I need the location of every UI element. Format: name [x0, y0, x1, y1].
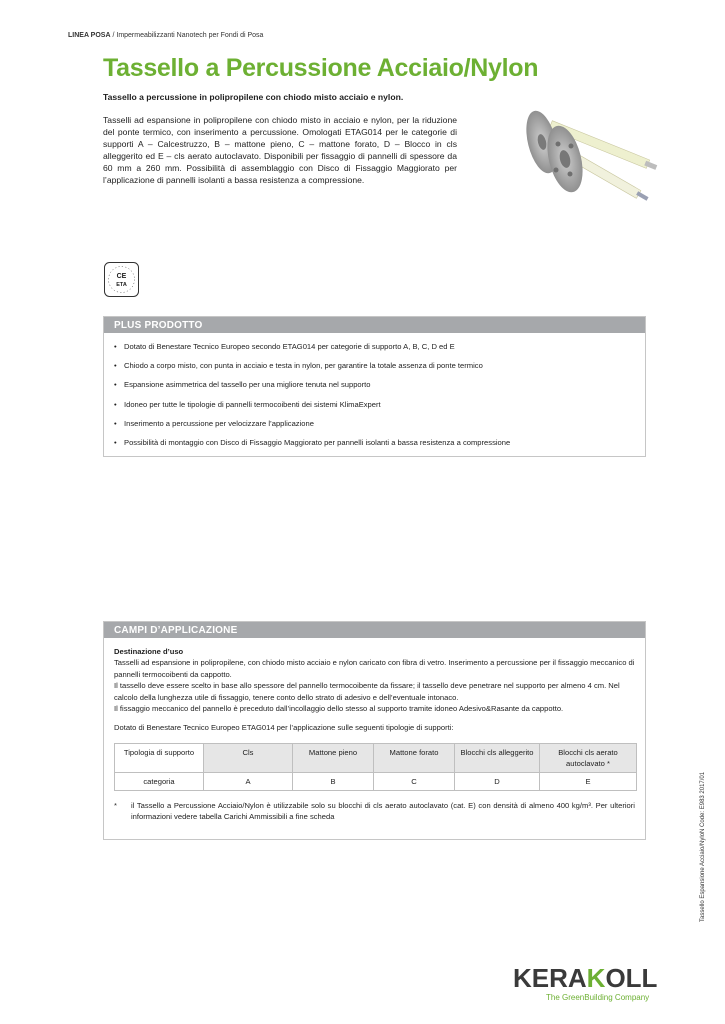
plus-item: • Chiodo a corpo misto, con punta in acciaio e testa in nylon, per garantire la totale assenza di ponte termico [114, 361, 645, 371]
table-header-cell: Tipologia di supporto [115, 743, 204, 772]
table-header-cell: Blocchi cls aerato autoclavato * [540, 743, 637, 772]
campi-paragraph-2: Il tassello deve essere scelto in base allo spessore del pannello termocoibente da fissare; il tassello deve penetrare nel supporto per almeno 4 cm. Nel calcolo della lunghezza utile di fissaggio, tenere conto dello strato di adesivo e dell’eventuale intonaco. [114, 681, 620, 702]
plus-item: • Inserimento a percussione per velocizzare l’applicazione [114, 419, 645, 429]
campi-applicazione-heading: CAMPI D’APPLICAZIONE [104, 622, 645, 638]
breadcrumb-category: Impermeabilizzanti Nanotech per Fondi di Posa [116, 32, 264, 39]
table-cell: C [374, 772, 455, 790]
table-header-cell: Mattone forato [374, 743, 455, 772]
footnote [114, 800, 635, 823]
table-cell: D [455, 772, 540, 790]
plus-item: • Possibilità di montaggio con Disco di Fissaggio Maggiorato per pannelli isolanti a bassa resistenza a compressione [114, 438, 645, 448]
table-cell: A [204, 772, 293, 790]
logo-right: OLL [605, 963, 658, 993]
logo-k: K [586, 963, 606, 993]
table-header-cell: Cls [204, 743, 293, 772]
campi-applicazione-box [103, 621, 646, 840]
campi-paragraph-4: Dotato di Benestare Tecnico Europeo ETAG014 per l’applicazione sulle seguenti tipologie di supporti: [114, 723, 454, 733]
breadcrumb-section: LINEA POSA [68, 32, 111, 39]
intro-paragraph: Tasselli ad espansione in polipropilene con chiodo misto in acciaio e nylon, per la riduzione del ponte termico, con inserimento a percussione. Omologati ETAG014 per le categorie di supporti A – Calcestruzzo, B – mattone pieno, C – mattone forato, D – Blocco in cls alleggerito ed E – cls aerato autoclavato. Disponibili per fissaggio di pannelli di spessore da 60 mm a 260 mm. Possibilità di assemblaggio con Disco di Fissaggio Maggiorato per l’applicazione di pannelli isolanti a bassa resistenza a compressione. [103, 115, 457, 186]
destinazione-title: Destinazione d’uso [114, 647, 184, 656]
plus-list [104, 333, 645, 448]
kerakoll-logo [513, 965, 667, 1005]
eta-mark: ETA [116, 282, 127, 288]
logo-left: KERA [513, 963, 587, 993]
eta-approval-icon [104, 262, 139, 297]
plus-prodotto-box [103, 316, 646, 457]
product-image [470, 96, 660, 216]
page-title: Tassello a Percussione Acciaio/Nylon [103, 54, 539, 82]
logo-tagline: The GreenBuilding Company [546, 993, 650, 1002]
plus-item: • Espansione asimmetrica del tassello per una migliore tenuta nel supporto [114, 380, 645, 390]
campi-paragraph-1: Tasselli ad espansione in polipropilene, con chiodo misto acciaio e nylon caricato con fibra di vetro. Inserimento a percussione per il fissaggio meccanico di pannelli termocoibenti da cappotto. [114, 658, 635, 679]
table-cell: B [293, 772, 374, 790]
breadcrumb [68, 32, 263, 39]
plus-item: • Dotato di Benestare Tecnico Europeo secondo ETAG014 per categorie di supporto A, B, C, D ed E [114, 342, 645, 352]
plus-prodotto-heading: PLUS PRODOTTO [104, 317, 645, 333]
footnote-mark: * [114, 800, 117, 810]
side-code: Tassello Espansione Acciaio/NyloN Code: E983 2017/01 [700, 771, 706, 922]
campi-paragraph-3: Il fissaggio meccanico del pannello è preceduto dall’incollaggio dello stesso al supporto tramite idoneo Adesivo&Rasante da cappotto. [114, 704, 564, 714]
ce-mark: CE [116, 273, 127, 280]
table-cell: E [540, 772, 637, 790]
supporti-table [114, 743, 637, 791]
table-row [115, 772, 637, 790]
table-cell: categoria [115, 772, 204, 790]
table-header-cell: Blocchi cls alleggerito [455, 743, 540, 772]
breadcrumb-separator: / [110, 32, 117, 39]
page-subtitle: Tassello a percussione in polipropilene con chiodo misto acciaio e nylon. [103, 92, 404, 102]
table-header-cell: Mattone pieno [293, 743, 374, 772]
footnote-text: il Tassello a Percussione Acciaio/Nylon è utilizzabile solo su blocchi di cls aerato autoclavato (cat. E) con densità di almeno 400 kg/m³. Per ulteriori informazioni vedere tabella Carichi Ammissibili a fine scheda [131, 800, 635, 822]
plus-item: • Idoneo per tutte le tipologie di pannelli termocoibenti dei sistemi KlimaExpert [114, 400, 645, 410]
table-header-row [115, 743, 637, 772]
